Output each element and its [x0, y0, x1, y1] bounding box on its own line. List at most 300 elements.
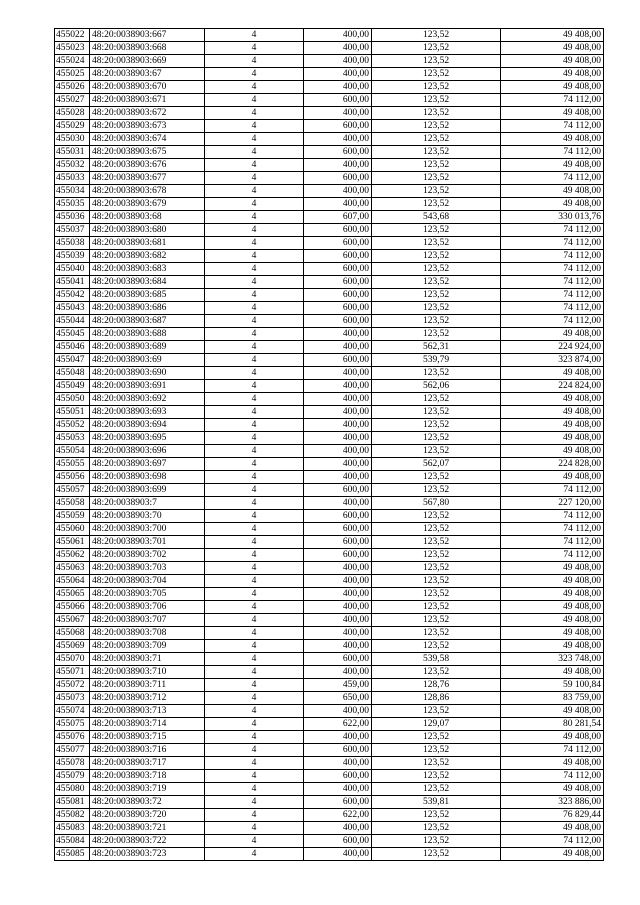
unit-value-cell: 123,52 — [372, 588, 501, 601]
cadastral-number-cell: 48:20:0038903:722 — [90, 835, 205, 848]
area-cell: 400,00 — [304, 614, 372, 627]
type-code-cell: 4 — [205, 120, 304, 133]
type-code-cell: 4 — [205, 432, 304, 445]
record-id-cell: 455024 — [55, 55, 90, 68]
cadastral-value-cell: 74 112,00 — [501, 523, 604, 536]
unit-value-cell: 123,52 — [372, 562, 501, 575]
area-cell: 400,00 — [304, 380, 372, 393]
cadastral-value-cell: 49 408,00 — [501, 68, 604, 81]
type-code-cell: 4 — [205, 328, 304, 341]
cadastral-number-cell: 48:20:0038903:71 — [90, 653, 205, 666]
area-cell: 600,00 — [304, 120, 372, 133]
table-row — [55, 809, 604, 822]
type-code-cell: 4 — [205, 601, 304, 614]
cadastral-number-cell: 48:20:0038903:709 — [90, 640, 205, 653]
table-row — [55, 55, 604, 68]
table-row — [55, 159, 604, 172]
area-cell: 400,00 — [304, 107, 372, 120]
table-row — [55, 445, 604, 458]
cadastral-value-cell: 74 112,00 — [501, 250, 604, 263]
table-row — [55, 367, 604, 380]
area-cell: 600,00 — [304, 523, 372, 536]
type-code-cell: 4 — [205, 510, 304, 523]
type-code-cell: 4 — [205, 42, 304, 55]
record-id-cell: 455065 — [55, 588, 90, 601]
area-cell: 400,00 — [304, 822, 372, 835]
cadastral-number-cell: 48:20:0038903:700 — [90, 523, 205, 536]
cadastral-number-cell: 48:20:0038903:7 — [90, 497, 205, 510]
cadastral-number-cell: 48:20:0038903:706 — [90, 601, 205, 614]
table-row — [55, 276, 604, 289]
cadastral-value-cell: 80 281,54 — [501, 718, 604, 731]
cadastral-number-cell: 48:20:0038903:676 — [90, 159, 205, 172]
type-code-cell: 4 — [205, 289, 304, 302]
cadastral-number-cell: 48:20:0038903:710 — [90, 666, 205, 679]
cadastral-number-cell: 48:20:0038903:720 — [90, 809, 205, 822]
unit-value-cell: 123,52 — [372, 302, 501, 315]
table-row — [55, 341, 604, 354]
unit-value-cell: 123,52 — [372, 120, 501, 133]
record-id-cell: 455075 — [55, 718, 90, 731]
cadastral-value-cell: 330 013,76 — [501, 211, 604, 224]
type-code-cell: 4 — [205, 55, 304, 68]
area-cell: 600,00 — [304, 354, 372, 367]
table-row — [55, 302, 604, 315]
area-cell: 400,00 — [304, 497, 372, 510]
table-row — [55, 601, 604, 614]
cadastral-value-cell: 49 408,00 — [501, 367, 604, 380]
record-id-cell: 455039 — [55, 250, 90, 263]
area-cell: 400,00 — [304, 367, 372, 380]
unit-value-cell: 123,52 — [372, 601, 501, 614]
table-row — [55, 406, 604, 419]
type-code-cell: 4 — [205, 575, 304, 588]
area-cell: 400,00 — [304, 588, 372, 601]
cadastral-number-cell: 48:20:0038903:723 — [90, 848, 205, 861]
table-row — [55, 653, 604, 666]
unit-value-cell: 123,52 — [372, 731, 501, 744]
cadastral-number-cell: 48:20:0038903:696 — [90, 445, 205, 458]
cadastral-number-cell: 48:20:0038903:677 — [90, 172, 205, 185]
area-cell: 400,00 — [304, 406, 372, 419]
unit-value-cell: 562,31 — [372, 341, 501, 354]
area-cell: 400,00 — [304, 432, 372, 445]
unit-value-cell: 123,52 — [372, 471, 501, 484]
type-code-cell: 4 — [205, 224, 304, 237]
type-code-cell: 4 — [205, 133, 304, 146]
unit-value-cell: 123,52 — [372, 328, 501, 341]
record-id-cell: 455044 — [55, 315, 90, 328]
cadastral-value-cell: 49 408,00 — [501, 42, 604, 55]
unit-value-cell: 123,52 — [372, 68, 501, 81]
record-id-cell: 455043 — [55, 302, 90, 315]
area-cell: 400,00 — [304, 783, 372, 796]
cadastral-value-cell: 49 408,00 — [501, 393, 604, 406]
unit-value-cell: 123,52 — [372, 107, 501, 120]
cadastral-number-cell: 48:20:0038903:70 — [90, 510, 205, 523]
type-code-cell: 4 — [205, 653, 304, 666]
record-id-cell: 455034 — [55, 185, 90, 198]
type-code-cell: 4 — [205, 848, 304, 861]
cadastral-number-cell: 48:20:0038903:683 — [90, 263, 205, 276]
cadastral-number-cell: 48:20:0038903:671 — [90, 94, 205, 107]
cadastral-number-cell: 48:20:0038903:702 — [90, 549, 205, 562]
unit-value-cell: 123,52 — [372, 133, 501, 146]
unit-value-cell: 123,52 — [372, 484, 501, 497]
cadastral-value-cell: 49 408,00 — [501, 419, 604, 432]
type-code-cell: 4 — [205, 770, 304, 783]
unit-value-cell: 128,86 — [372, 692, 501, 705]
unit-value-cell: 123,52 — [372, 263, 501, 276]
cadastral-number-cell: 48:20:0038903:686 — [90, 302, 205, 315]
type-code-cell: 4 — [205, 406, 304, 419]
type-code-cell: 4 — [205, 29, 304, 42]
type-code-cell: 4 — [205, 341, 304, 354]
type-code-cell: 4 — [205, 588, 304, 601]
type-code-cell: 4 — [205, 393, 304, 406]
record-id-cell: 455041 — [55, 276, 90, 289]
area-cell: 400,00 — [304, 445, 372, 458]
area-cell: 622,00 — [304, 809, 372, 822]
cadastral-value-cell: 49 408,00 — [501, 783, 604, 796]
type-code-cell: 4 — [205, 276, 304, 289]
cadastral-number-cell: 48:20:0038903:668 — [90, 42, 205, 55]
unit-value-cell: 123,52 — [372, 627, 501, 640]
table-row — [55, 250, 604, 263]
table-row — [55, 549, 604, 562]
type-code-cell: 4 — [205, 367, 304, 380]
cadastral-value-cell: 74 112,00 — [501, 549, 604, 562]
record-id-cell: 455023 — [55, 42, 90, 55]
cadastral-value-cell: 323 748,00 — [501, 653, 604, 666]
type-code-cell: 4 — [205, 445, 304, 458]
area-cell: 600,00 — [304, 510, 372, 523]
table-row — [55, 770, 604, 783]
record-id-cell: 455033 — [55, 172, 90, 185]
unit-value-cell: 123,52 — [372, 250, 501, 263]
record-id-cell: 455085 — [55, 848, 90, 861]
unit-value-cell: 129,07 — [372, 718, 501, 731]
cadastral-number-cell: 48:20:0038903:701 — [90, 536, 205, 549]
record-id-cell: 455045 — [55, 328, 90, 341]
cadastral-number-cell: 48:20:0038903:72 — [90, 796, 205, 809]
unit-value-cell: 123,52 — [372, 367, 501, 380]
type-code-cell: 4 — [205, 81, 304, 94]
cadastral-value-cell: 74 112,00 — [501, 536, 604, 549]
cadastral-value-cell: 74 112,00 — [501, 276, 604, 289]
record-id-cell: 455071 — [55, 666, 90, 679]
cadastral-number-cell: 48:20:0038903:719 — [90, 783, 205, 796]
cadastral-value-cell: 49 408,00 — [501, 640, 604, 653]
cadastral-number-cell: 48:20:0038903:669 — [90, 55, 205, 68]
cadastral-number-cell: 48:20:0038903:695 — [90, 432, 205, 445]
cadastral-value-cell: 323 874,00 — [501, 354, 604, 367]
record-id-cell: 455026 — [55, 81, 90, 94]
table-row — [55, 562, 604, 575]
area-cell: 600,00 — [304, 289, 372, 302]
record-id-cell: 455081 — [55, 796, 90, 809]
area-cell: 600,00 — [304, 796, 372, 809]
unit-value-cell: 123,52 — [372, 445, 501, 458]
table-row — [55, 419, 604, 432]
area-cell: 400,00 — [304, 55, 372, 68]
unit-value-cell: 123,52 — [372, 822, 501, 835]
area-cell: 400,00 — [304, 666, 372, 679]
cadastral-number-cell: 48:20:0038903:692 — [90, 393, 205, 406]
table-row — [55, 133, 604, 146]
cadastral-number-cell: 48:20:0038903:682 — [90, 250, 205, 263]
unit-value-cell: 123,52 — [372, 757, 501, 770]
cadastral-number-cell: 48:20:0038903:69 — [90, 354, 205, 367]
table-row — [55, 666, 604, 679]
table-row — [55, 835, 604, 848]
area-cell: 400,00 — [304, 42, 372, 55]
area-cell: 400,00 — [304, 159, 372, 172]
area-cell: 400,00 — [304, 575, 372, 588]
area-cell: 400,00 — [304, 627, 372, 640]
cadastral-value-cell: 49 408,00 — [501, 731, 604, 744]
area-cell: 650,00 — [304, 692, 372, 705]
cadastral-number-cell: 48:20:0038903:687 — [90, 315, 205, 328]
cadastral-number-cell: 48:20:0038903:698 — [90, 471, 205, 484]
cadastral-number-cell: 48:20:0038903:670 — [90, 81, 205, 94]
cadastral-value-cell: 227 120,00 — [501, 497, 604, 510]
cadastral-number-cell: 48:20:0038903:685 — [90, 289, 205, 302]
record-id-cell: 455060 — [55, 523, 90, 536]
area-cell: 600,00 — [304, 172, 372, 185]
cadastral-number-cell: 48:20:0038903:675 — [90, 146, 205, 159]
cadastral-number-cell: 48:20:0038903:713 — [90, 705, 205, 718]
table-row — [55, 263, 604, 276]
cadastral-number-cell: 48:20:0038903:679 — [90, 198, 205, 211]
table-row — [55, 523, 604, 536]
record-id-cell: 455084 — [55, 835, 90, 848]
record-id-cell: 455073 — [55, 692, 90, 705]
unit-value-cell: 123,52 — [372, 237, 501, 250]
area-cell: 400,00 — [304, 731, 372, 744]
cadastral-number-cell: 48:20:0038903:694 — [90, 419, 205, 432]
cadastral-value-cell: 49 408,00 — [501, 822, 604, 835]
area-cell: 600,00 — [304, 653, 372, 666]
unit-value-cell: 539,58 — [372, 653, 501, 666]
record-id-cell: 455066 — [55, 601, 90, 614]
area-cell: 400,00 — [304, 393, 372, 406]
record-id-cell: 455070 — [55, 653, 90, 666]
cadastral-value-cell: 49 408,00 — [501, 471, 604, 484]
record-id-cell: 455067 — [55, 614, 90, 627]
table-row — [55, 107, 604, 120]
record-id-cell: 455036 — [55, 211, 90, 224]
type-code-cell: 4 — [205, 185, 304, 198]
type-code-cell: 4 — [205, 380, 304, 393]
area-cell: 600,00 — [304, 536, 372, 549]
unit-value-cell: 539,81 — [372, 796, 501, 809]
unit-value-cell: 543,68 — [372, 211, 501, 224]
unit-value-cell: 123,52 — [372, 55, 501, 68]
cadastral-number-cell: 48:20:0038903:718 — [90, 770, 205, 783]
record-id-cell: 455062 — [55, 549, 90, 562]
type-code-cell: 4 — [205, 640, 304, 653]
cadastral-value-cell: 49 408,00 — [501, 445, 604, 458]
area-cell: 400,00 — [304, 198, 372, 211]
table-row — [55, 393, 604, 406]
cadastral-number-cell: 48:20:0038903:717 — [90, 757, 205, 770]
cadastral-number-cell: 48:20:0038903:714 — [90, 718, 205, 731]
record-id-cell: 455074 — [55, 705, 90, 718]
table-row — [55, 172, 604, 185]
area-cell: 600,00 — [304, 94, 372, 107]
cadastral-value-cell: 74 112,00 — [501, 302, 604, 315]
cadastral-value-cell: 74 112,00 — [501, 315, 604, 328]
record-id-cell: 455083 — [55, 822, 90, 835]
unit-value-cell: 123,52 — [372, 705, 501, 718]
record-id-cell: 455059 — [55, 510, 90, 523]
unit-value-cell: 123,52 — [372, 549, 501, 562]
unit-value-cell: 123,52 — [372, 146, 501, 159]
type-code-cell: 4 — [205, 679, 304, 692]
type-code-cell: 4 — [205, 783, 304, 796]
area-cell: 600,00 — [304, 744, 372, 757]
cadastral-value-cell: 49 408,00 — [501, 601, 604, 614]
record-id-cell: 455053 — [55, 432, 90, 445]
table-row — [55, 68, 604, 81]
record-id-cell: 455030 — [55, 133, 90, 146]
cadastral-value-cell: 49 408,00 — [501, 705, 604, 718]
unit-value-cell: 123,52 — [372, 744, 501, 757]
record-id-cell: 455027 — [55, 94, 90, 107]
table-row — [55, 432, 604, 445]
table-body — [55, 29, 604, 861]
type-code-cell: 4 — [205, 354, 304, 367]
table-row — [55, 718, 604, 731]
cadastral-value-cell: 49 408,00 — [501, 406, 604, 419]
cadastral-number-cell: 48:20:0038903:693 — [90, 406, 205, 419]
cadastral-value-cell: 323 886,00 — [501, 796, 604, 809]
cadastral-number-cell: 48:20:0038903:715 — [90, 731, 205, 744]
unit-value-cell: 123,52 — [372, 393, 501, 406]
cadastral-value-cell: 49 408,00 — [501, 107, 604, 120]
type-code-cell: 4 — [205, 627, 304, 640]
cadastral-value-cell: 74 112,00 — [501, 263, 604, 276]
type-code-cell: 4 — [205, 471, 304, 484]
unit-value-cell: 123,52 — [372, 523, 501, 536]
cadastral-number-cell: 48:20:0038903:707 — [90, 614, 205, 627]
area-cell: 400,00 — [304, 601, 372, 614]
table-row — [55, 627, 604, 640]
area-cell: 400,00 — [304, 419, 372, 432]
type-code-cell: 4 — [205, 68, 304, 81]
type-code-cell: 4 — [205, 666, 304, 679]
cadastral-value-cell: 224 828,00 — [501, 458, 604, 471]
unit-value-cell: 123,52 — [372, 42, 501, 55]
type-code-cell: 4 — [205, 419, 304, 432]
record-id-cell: 455080 — [55, 783, 90, 796]
cadastral-value-cell: 76 829,44 — [501, 809, 604, 822]
table-row — [55, 731, 604, 744]
record-id-cell: 455038 — [55, 237, 90, 250]
record-id-cell: 455040 — [55, 263, 90, 276]
type-code-cell: 4 — [205, 692, 304, 705]
cadastral-number-cell: 48:20:0038903:711 — [90, 679, 205, 692]
cadastral-number-cell: 48:20:0038903:672 — [90, 107, 205, 120]
table-row — [55, 744, 604, 757]
record-id-cell: 455037 — [55, 224, 90, 237]
record-id-cell: 455025 — [55, 68, 90, 81]
cadastral-value-cell: 74 112,00 — [501, 744, 604, 757]
record-id-cell: 455068 — [55, 627, 90, 640]
record-id-cell: 455035 — [55, 198, 90, 211]
cadastral-number-cell: 48:20:0038903:699 — [90, 484, 205, 497]
area-cell: 600,00 — [304, 302, 372, 315]
table-row — [55, 757, 604, 770]
area-cell: 400,00 — [304, 328, 372, 341]
record-id-cell: 455078 — [55, 757, 90, 770]
area-cell: 600,00 — [304, 770, 372, 783]
type-code-cell: 4 — [205, 536, 304, 549]
record-id-cell: 455054 — [55, 445, 90, 458]
table-row — [55, 289, 604, 302]
table-row — [55, 81, 604, 94]
record-id-cell: 455072 — [55, 679, 90, 692]
cadastral-number-cell: 48:20:0038903:68 — [90, 211, 205, 224]
table-row — [55, 484, 604, 497]
record-id-cell: 455057 — [55, 484, 90, 497]
type-code-cell: 4 — [205, 250, 304, 263]
unit-value-cell: 123,52 — [372, 198, 501, 211]
type-code-cell: 4 — [205, 497, 304, 510]
unit-value-cell: 123,52 — [372, 783, 501, 796]
cadastral-value-cell: 224 824,00 — [501, 380, 604, 393]
cadastral-value-cell: 49 408,00 — [501, 432, 604, 445]
type-code-cell: 4 — [205, 809, 304, 822]
area-cell: 600,00 — [304, 276, 372, 289]
table-row — [55, 198, 604, 211]
cadastral-value-cell: 74 112,00 — [501, 289, 604, 302]
cadastral-value-cell: 49 408,00 — [501, 55, 604, 68]
type-code-cell: 4 — [205, 835, 304, 848]
table-row — [55, 796, 604, 809]
unit-value-cell: 123,52 — [372, 640, 501, 653]
type-code-cell: 4 — [205, 484, 304, 497]
cadastral-number-cell: 48:20:0038903:712 — [90, 692, 205, 705]
table-row — [55, 692, 604, 705]
record-id-cell: 455069 — [55, 640, 90, 653]
table-row — [55, 614, 604, 627]
type-code-cell: 4 — [205, 211, 304, 224]
cadastral-number-cell: 48:20:0038903:697 — [90, 458, 205, 471]
area-cell: 400,00 — [304, 848, 372, 861]
cadastral-number-cell: 48:20:0038903:705 — [90, 588, 205, 601]
table-row — [55, 510, 604, 523]
record-id-cell: 455077 — [55, 744, 90, 757]
unit-value-cell: 562,07 — [372, 458, 501, 471]
cadastral-number-cell: 48:20:0038903:678 — [90, 185, 205, 198]
cadastral-value-cell: 224 924,00 — [501, 341, 604, 354]
unit-value-cell: 123,52 — [372, 419, 501, 432]
record-id-cell: 455055 — [55, 458, 90, 471]
record-id-cell: 455061 — [55, 536, 90, 549]
unit-value-cell: 123,52 — [372, 666, 501, 679]
cadastral-value-cell: 74 112,00 — [501, 146, 604, 159]
type-code-cell: 4 — [205, 237, 304, 250]
cadastral-value-cell: 49 408,00 — [501, 848, 604, 861]
unit-value-cell: 123,52 — [372, 224, 501, 237]
table-row — [55, 575, 604, 588]
area-cell: 400,00 — [304, 562, 372, 575]
cadastral-value-cell: 49 408,00 — [501, 198, 604, 211]
table-row — [55, 536, 604, 549]
type-code-cell: 4 — [205, 549, 304, 562]
